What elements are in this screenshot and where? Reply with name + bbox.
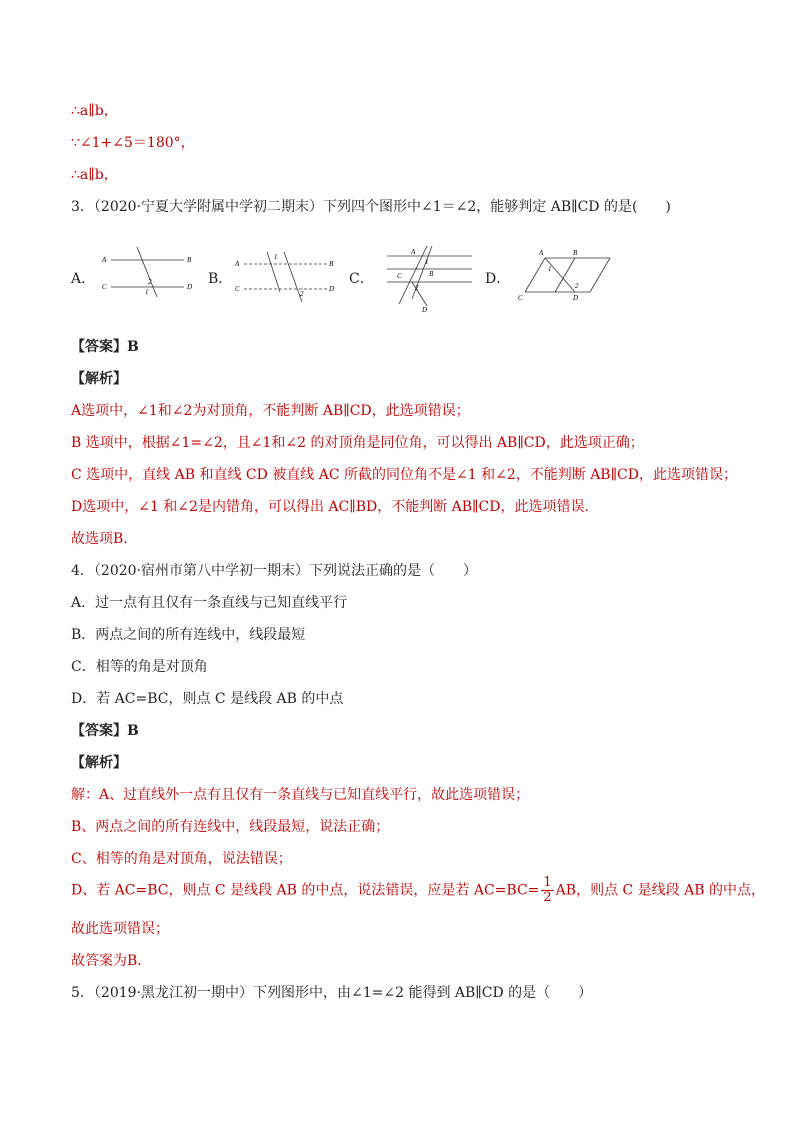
q4-analysis-d: [71, 876, 765, 905]
fig-b-label-A: A: [235, 260, 240, 268]
q3-options: [71, 244, 711, 319]
fig-c-label-A: A: [411, 248, 416, 256]
q3-analysis-title: 【解析】: [71, 371, 127, 387]
q3-stem: 3．（2020·宁夏大学附属中学初二期末）下列四个图形中∠1＝∠2，能够判定 AB∥CD 的是( ): [71, 199, 671, 215]
fig-d-label-C: C: [518, 294, 523, 302]
q5-stem: 5．（2019·黑龙江初一期中）下列图形中，由∠1=∠2 能得到 AB∥CD 的是（ ）: [71, 985, 593, 1001]
option-d-label: D．: [485, 271, 511, 287]
q3-analysis-c: C 选项中，直线 AB 和直线 CD 被直线 AC 所截的同位角不是∠1 和∠2，不能判断 AB∥CD，此选项错误；: [71, 467, 737, 483]
q4-analysis-title: 【解析】: [71, 755, 127, 771]
fig-a-label-2: 2: [148, 278, 152, 286]
fig-a-label-C: C: [102, 283, 107, 291]
fig-b-label-C: C: [235, 285, 240, 293]
q3-analysis-d: D选项中，∠1 和∠2是内错角，可以得出 AC∥BD，不能判断 AB∥CD，此选项错误.: [71, 499, 589, 515]
fraction-one-half: [541, 876, 553, 905]
fig-c-label-1: 1: [425, 258, 429, 266]
fig-a-label-1: 1: [145, 288, 149, 296]
q4-option-c: C．相等的角是对顶角: [71, 659, 208, 675]
option-b[interactable]: [208, 244, 368, 319]
q3-analysis-a: A选项中，∠1和∠2为对顶角，不能判断 AB∥CD，此选项错误；: [71, 403, 470, 419]
q4-conclusion: 故答案为B．: [71, 953, 152, 969]
q4-analysis-c: C、相等的角是对顶角，说法错误；: [71, 851, 292, 867]
fig-b-label-B: B: [329, 260, 334, 268]
fig-d-label-1: 1: [548, 265, 552, 273]
fig-b-label-1: 1: [274, 253, 278, 261]
q4-stem: 4．（2020·宿州市第八中学初一期末）下列说法正确的是（ ）: [71, 563, 477, 579]
fig-a-label-D: D: [187, 283, 193, 291]
q4-option-b: B．两点之间的所有连线中，线段最短: [71, 627, 306, 643]
option-b-label: B．: [208, 271, 233, 287]
q4-analysis-d-2: 故此选项错误；: [71, 921, 169, 937]
q4-analysis-b: B、两点之间的所有连线中，线段最短，说法正确；: [71, 819, 390, 835]
q3-conclusion: 故选项B.: [71, 531, 128, 547]
q4-option-d: D．若 AC=BC，则点 C 是线段 AB 的中点: [71, 691, 344, 707]
fraction-denominator: 2: [543, 890, 552, 905]
fig-b-label-D: D: [329, 285, 335, 293]
figure-d: [515, 244, 625, 319]
fig-b-label-2: 2: [300, 290, 304, 298]
q3-analysis-b: B 选项中，根据∠1=∠2，且∠1和∠2 的对顶角是同位角，可以得出 AB∥CD，此选项正确；: [71, 435, 644, 451]
option-a[interactable]: [71, 244, 231, 319]
figure-c: [377, 244, 497, 319]
fig-c-label-2: 2: [415, 284, 419, 292]
fig-a-label-B: B: [187, 256, 192, 264]
q4-answer: 【答案】B: [71, 723, 139, 739]
figure-b: [232, 244, 342, 319]
fig-d-label-D: D: [573, 294, 579, 302]
fig-d-label-B: B: [573, 249, 578, 257]
option-c-label: C．: [349, 271, 374, 287]
q4-analysis-d-after: AB，则点 C 是线段 AB 的中点，: [555, 882, 765, 899]
fig-c-label-B: B: [429, 270, 434, 278]
fraction-numerator: 1: [543, 875, 552, 890]
fig-d-label-2: 2: [575, 282, 579, 290]
fig-c-label-C: C: [397, 272, 402, 280]
q3-answer: 【答案】B: [71, 339, 139, 355]
line-2: ∵∠1+∠5＝180°，: [71, 135, 195, 151]
fig-c-label-D: D: [422, 306, 428, 314]
q4-analysis-d-before: D、若 AC=BC，则点 C 是线段 AB 的中点，说法错误，应是若 AC=BC=: [71, 882, 540, 899]
line-1: ∴a∥b，: [71, 103, 118, 119]
option-a-label: A．: [71, 271, 96, 287]
q4-option-a: A．过一点有且仅有一条直线与已知直线平行: [71, 595, 348, 611]
option-d[interactable]: [485, 244, 705, 319]
line-3: ∴a∥b，: [71, 167, 118, 183]
q4-analysis-a: 解：A、过直线外一点有且仅有一条直线与已知直线平行，故此选项错误；: [71, 787, 530, 803]
fig-d-label-A: A: [539, 249, 544, 257]
fig-a-label-A: A: [102, 256, 107, 264]
